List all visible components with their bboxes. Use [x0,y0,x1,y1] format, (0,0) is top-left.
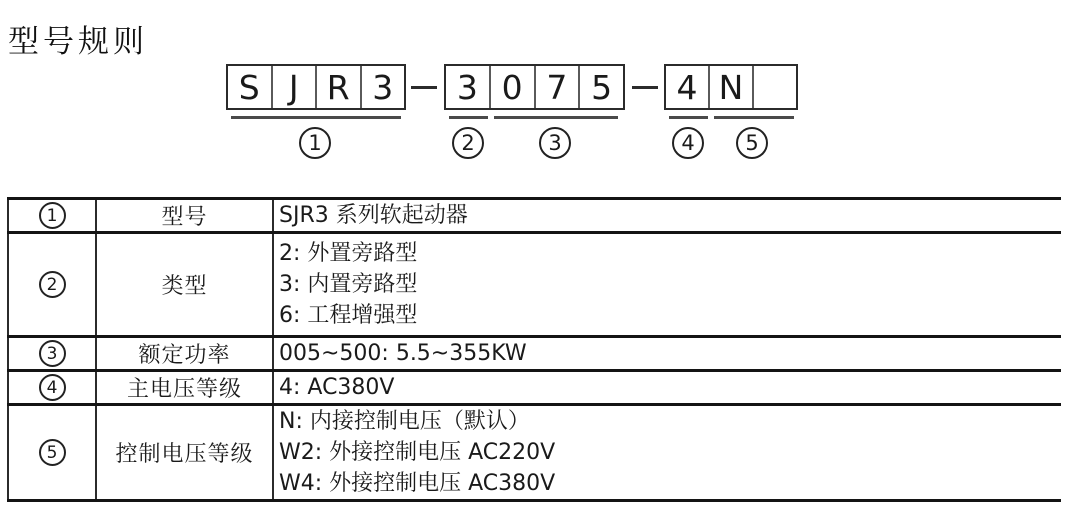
row-value: SJR3 系列软起动器 [279,203,468,228]
row-value: N: 内接控制电压（默认） [279,409,530,434]
row-value: 3: 内置旁路型 [279,272,418,297]
row-value: 005~500: 5.5~355KW [279,341,527,366]
table-row [8,405,1061,501]
section-underline-1 [231,116,401,119]
model-code-cell: 3 [456,67,478,107]
section-marker-3: 3 [539,127,571,159]
model-code-cell: R [315,66,360,108]
table-row [8,233,1061,337]
section-underline-3 [494,116,618,119]
section-marker-4: 4 [672,127,704,159]
model-code-group-voltage [664,64,798,110]
model-code-cell: J [271,66,316,108]
model-code-cell: N [708,66,752,108]
table-row [8,337,1061,371]
row-marker: 5 [39,439,66,466]
row-label: 主电压等级 [96,371,273,405]
table-row [8,371,1061,405]
section-underline-4 [669,116,708,119]
row-marker: 4 [39,374,66,401]
row-value: 6: 工程增强型 [279,303,418,328]
row-label: 型号 [96,199,273,233]
section-underline-5 [714,116,794,119]
model-code-cell: 5 [578,66,623,108]
row-value: W2: 外接控制电压 AC220V [279,440,556,465]
row-label: 类型 [96,233,273,337]
model-code-cell: 0 [489,66,534,108]
model-code-cell: S [238,67,260,107]
row-value: 4: AC380V [279,375,395,400]
section-marker-1: 1 [299,127,331,159]
model-code-cell [752,66,796,108]
section-marker-2: 2 [452,127,484,159]
dash-separator-icon [632,86,658,89]
page-title: 型号规则 [8,24,148,60]
dash-separator-icon [411,86,437,89]
row-label: 控制电压等级 [96,405,273,501]
table-row [8,199,1061,233]
model-code-cell: 4 [676,67,698,107]
model-code-cell: 3 [360,66,405,108]
row-value: W4: 外接控制电压 AC380V [279,471,556,496]
section-underline-2 [449,116,488,119]
row-value: 2: 外置旁路型 [279,241,418,266]
row-marker: 3 [39,340,66,367]
row-label: 额定功率 [96,337,273,371]
model-code-group-series [226,64,406,110]
model-code-cell: 7 [534,66,579,108]
row-marker: 2 [39,271,66,298]
spec-table [7,197,1061,502]
row-marker: 1 [39,202,66,229]
section-marker-5: 5 [736,127,768,159]
model-code-group-type-power [444,64,625,110]
